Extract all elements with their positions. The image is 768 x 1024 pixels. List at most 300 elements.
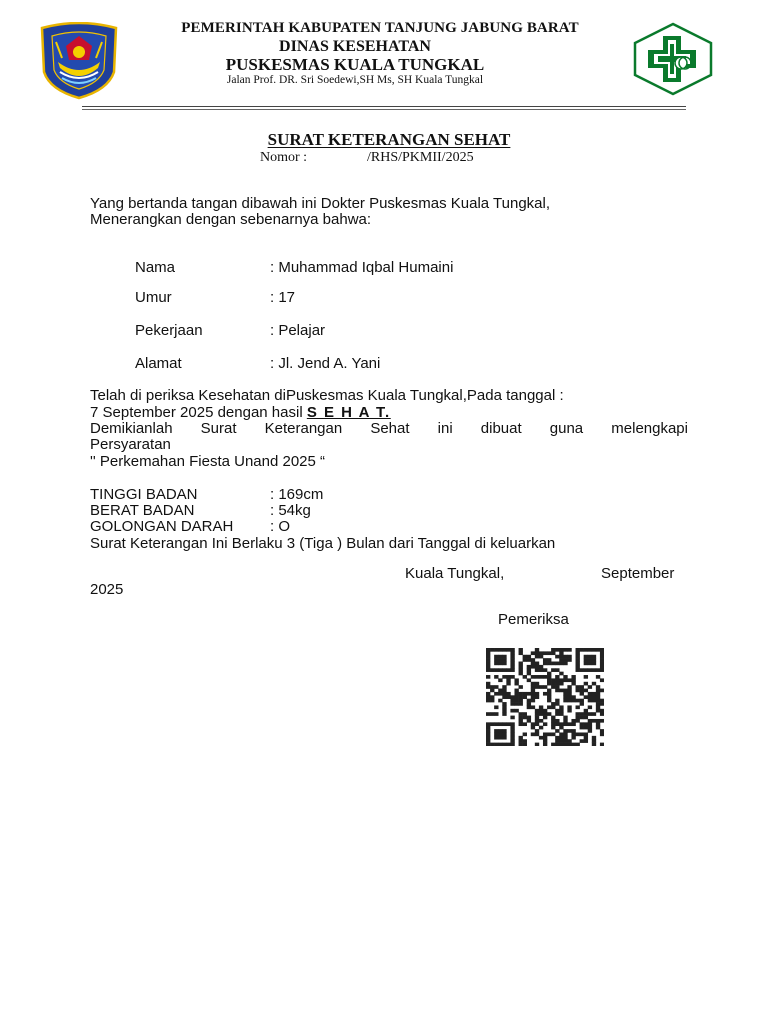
qr-module <box>600 658 604 662</box>
qr-module <box>527 665 531 669</box>
qr-module <box>588 648 592 652</box>
qr-module <box>600 743 604 746</box>
qr-module <box>567 692 571 696</box>
qr-module <box>551 668 555 672</box>
qr-module <box>543 722 547 726</box>
qr-module <box>527 672 531 676</box>
qr-module <box>490 743 494 746</box>
qr-module <box>490 648 494 652</box>
qr-module <box>535 722 539 726</box>
stat-label-weight: BERAT BADAN <box>90 502 195 519</box>
qr-module <box>567 678 571 682</box>
header-puskesmas: PUSKESMAS KUALA TUNGKAL <box>225 55 485 74</box>
qr-module <box>523 692 527 696</box>
qr-module <box>523 716 527 720</box>
qr-module <box>559 726 563 730</box>
qr-module <box>584 739 588 743</box>
qr-module <box>506 692 510 696</box>
qr-module <box>506 695 510 699</box>
qr-module <box>584 668 588 672</box>
qr-module <box>543 716 547 720</box>
qr-module <box>563 729 567 733</box>
qr-module <box>519 722 523 726</box>
qr-module <box>523 695 527 699</box>
qr-module <box>580 732 584 736</box>
field-value-umur: : 17 <box>270 289 296 306</box>
qr-module <box>584 675 588 679</box>
qr-module <box>531 651 535 655</box>
qr-module <box>498 655 502 659</box>
header-address: Jalan Prof. DR. Sri Soedewi,SH Ms, SH Kuala Tungkal <box>226 74 484 86</box>
qr-module <box>494 743 498 746</box>
qr-module <box>555 702 559 706</box>
qr-module <box>567 705 571 709</box>
qr-module <box>584 726 588 730</box>
qr-module <box>498 732 502 736</box>
qr-module <box>531 675 535 679</box>
exam-line-2: 7 September 2025 dengan hasil S E H A T. <box>90 404 391 421</box>
qr-module <box>563 678 567 682</box>
qr-module <box>559 662 563 666</box>
qr-module <box>531 726 535 730</box>
qr-module <box>563 692 567 696</box>
qr-module <box>600 665 604 669</box>
qr-module <box>555 722 559 726</box>
qr-module <box>502 662 506 666</box>
qr-module <box>567 709 571 713</box>
qr-module <box>596 685 600 689</box>
qr-module <box>531 692 535 696</box>
qr-module <box>519 672 523 676</box>
qr-module <box>502 736 506 740</box>
qr-module <box>547 675 551 679</box>
qr-module <box>543 736 547 740</box>
qr-module <box>510 668 514 672</box>
qr-module <box>559 743 563 746</box>
qr-module <box>486 675 490 679</box>
qr-module <box>588 722 592 726</box>
qr-module <box>584 712 588 716</box>
qr-module <box>498 689 502 693</box>
qr-module <box>502 692 506 696</box>
qr-module <box>559 736 563 740</box>
qr-module <box>592 655 596 659</box>
qr-module <box>588 729 592 733</box>
qr-module <box>559 732 563 736</box>
qr-module <box>502 655 506 659</box>
qr-module <box>486 712 490 716</box>
qr-module <box>527 658 531 662</box>
qr-module <box>510 655 514 659</box>
qr-module <box>486 662 490 666</box>
qr-module <box>559 672 563 676</box>
qr-module <box>559 722 563 726</box>
qr-module <box>514 689 518 693</box>
qr-module <box>571 678 575 682</box>
qr-module <box>498 722 502 726</box>
qr-module <box>514 702 518 706</box>
place: Kuala Tungkal, <box>405 565 505 582</box>
qr-module <box>510 736 514 740</box>
qr-module <box>592 668 596 672</box>
qr-module <box>571 682 575 686</box>
qr-module <box>555 709 559 713</box>
qr-module <box>543 739 547 743</box>
qr-module <box>555 699 559 703</box>
qr-module <box>571 732 575 736</box>
qr-module <box>494 668 498 672</box>
qr-module <box>555 678 559 682</box>
qr-module <box>519 662 523 666</box>
qr-module <box>527 719 531 723</box>
qr-module <box>592 648 596 652</box>
qr-module <box>519 739 523 743</box>
qr-module <box>600 689 604 693</box>
qr-module <box>486 658 490 662</box>
qr-module <box>510 699 514 703</box>
qr-module <box>551 743 555 746</box>
qr-module <box>519 712 523 716</box>
qr-module <box>592 662 596 666</box>
qr-module <box>600 702 604 706</box>
qr-module <box>523 722 527 726</box>
qr-module <box>543 651 547 655</box>
qr-module <box>490 685 494 689</box>
qr-module <box>494 655 498 659</box>
qr-module <box>498 658 502 662</box>
qr-module <box>555 685 559 689</box>
qr-module <box>514 695 518 699</box>
qr-module <box>576 699 580 703</box>
qr-module <box>559 658 563 662</box>
qr-module <box>571 719 575 723</box>
qr-module <box>555 736 559 740</box>
qr-module <box>539 705 543 709</box>
qr-module <box>596 702 600 706</box>
qr-module <box>535 662 539 666</box>
qr-module <box>494 658 498 662</box>
qr-module <box>506 682 510 686</box>
qr-module <box>486 668 490 672</box>
qr-module <box>535 651 539 655</box>
qr-module <box>514 692 518 696</box>
qr-module <box>498 692 502 696</box>
qr-module <box>596 648 600 652</box>
qr-module <box>543 712 547 716</box>
qr-module <box>547 692 551 696</box>
qr-module <box>580 692 584 696</box>
qr-module <box>535 743 539 746</box>
qr-module <box>519 716 523 720</box>
qr-module <box>563 658 567 662</box>
qr-module <box>498 662 502 666</box>
qr-module <box>539 651 543 655</box>
qr-module <box>527 668 531 672</box>
qr-module <box>592 695 596 699</box>
intro-line-1: Yang bertanda tangan dibawah ini Dokter Puskesmas Kuala Tungkal, <box>90 195 551 212</box>
qr-module <box>555 655 559 659</box>
stat-value-blood: : O <box>270 518 291 535</box>
qr-module <box>563 689 567 693</box>
qr-module <box>527 655 531 659</box>
qr-module <box>576 651 580 655</box>
exam-line-5: '' Perkemahan Fiesta Unand 2025 “ <box>90 453 326 470</box>
field-value-nama: : Muhammad Iqbal Humaini <box>270 259 454 276</box>
stat-label-blood: GOLONGAN DARAH <box>90 518 234 535</box>
field-label-alamat: Alamat <box>135 355 182 372</box>
qr-module <box>551 682 555 686</box>
qr-module <box>580 689 584 693</box>
qr-module <box>494 648 498 652</box>
qr-module <box>563 655 567 659</box>
qr-module <box>510 675 514 679</box>
qr-module <box>527 699 531 703</box>
qr-module <box>523 675 527 679</box>
qr-module <box>567 739 571 743</box>
qr-module <box>539 709 543 713</box>
signer-title: Pemeriksa <box>498 611 569 628</box>
header-government: PEMERINTAH KABUPATEN TANJUNG JABUNG BARAT <box>181 20 579 36</box>
qr-module <box>519 651 523 655</box>
qr-module <box>588 668 592 672</box>
qr-module <box>531 699 535 703</box>
qr-module <box>502 722 506 726</box>
qr-module <box>563 662 567 666</box>
qr-module <box>490 695 494 699</box>
qr-module <box>596 705 600 709</box>
qr-module <box>563 719 567 723</box>
qr-module <box>539 668 543 672</box>
qr-module <box>535 648 539 652</box>
qr-module <box>551 722 555 726</box>
qr-module <box>502 705 506 709</box>
exam-line-4: Persyaratan <box>90 436 171 453</box>
puskesmas-logo <box>632 22 714 96</box>
qr-module <box>498 678 502 682</box>
qr-module <box>502 729 506 733</box>
qr-module <box>576 665 580 669</box>
qr-module <box>567 685 571 689</box>
qr-module <box>559 709 563 713</box>
qr-module <box>519 648 523 652</box>
qr-module <box>547 682 551 686</box>
qr-module <box>571 736 575 740</box>
qr-module <box>539 712 543 716</box>
qr-module <box>584 662 588 666</box>
qr-module <box>486 655 490 659</box>
qr-module <box>506 678 510 682</box>
qr-module <box>584 655 588 659</box>
qr-module <box>551 705 555 709</box>
qr-module <box>502 648 506 652</box>
qr-module <box>580 648 584 652</box>
qr-module <box>592 692 596 696</box>
qr-module <box>502 702 506 706</box>
qr-module <box>539 675 543 679</box>
qr-module <box>567 689 571 693</box>
qr-module <box>588 692 592 696</box>
qr-module <box>596 699 600 703</box>
exam-line-3: Demikianlah Surat Keterangan Sehat ini dibuat guna melengkapi <box>90 420 688 437</box>
qr-module <box>490 699 494 703</box>
qr-module <box>592 743 596 746</box>
qr-module <box>510 658 514 662</box>
qr-module <box>490 722 494 726</box>
qr-module <box>576 712 580 716</box>
qr-module <box>555 648 559 652</box>
qr-module <box>506 668 510 672</box>
qr-module <box>543 662 547 666</box>
qr-module <box>510 739 514 743</box>
qr-module <box>494 712 498 716</box>
qr-module <box>498 668 502 672</box>
qr-module <box>596 719 600 723</box>
qr-module <box>567 699 571 703</box>
qr-module <box>523 655 527 659</box>
qr-module <box>584 682 588 686</box>
qr-module <box>502 743 506 746</box>
qr-module <box>576 743 580 746</box>
qr-module <box>490 712 494 716</box>
qr-module <box>519 695 523 699</box>
qr-module <box>535 665 539 669</box>
qr-module <box>519 743 523 746</box>
qr-module <box>580 739 584 743</box>
header-department: DINAS KESEHATAN <box>279 38 431 55</box>
qr-module <box>588 685 592 689</box>
qr-module <box>576 685 580 689</box>
qr-module <box>502 712 506 716</box>
qr-module <box>510 709 514 713</box>
qr-module <box>506 722 510 726</box>
qr-module <box>506 675 510 679</box>
qr-module <box>543 658 547 662</box>
field-label-pekerjaan: Pekerjaan <box>135 322 203 339</box>
qr-module <box>527 692 531 696</box>
qr-module <box>535 685 539 689</box>
qr-module <box>563 699 567 703</box>
qr-module <box>547 658 551 662</box>
exam-result: S E H A T. <box>306 404 391 421</box>
qr-module <box>502 709 506 713</box>
qr-module <box>514 682 518 686</box>
qr-module <box>551 678 555 682</box>
qr-module <box>535 709 539 713</box>
qr-module <box>527 678 531 682</box>
qr-module <box>588 726 592 730</box>
qr-module <box>584 736 588 740</box>
qr-module <box>551 648 555 652</box>
qr-module <box>506 743 510 746</box>
qr-module <box>510 732 514 736</box>
qr-module <box>563 695 567 699</box>
qr-module <box>600 651 604 655</box>
qr-module <box>584 709 588 713</box>
qr-module <box>567 722 571 726</box>
qr-module <box>510 648 514 652</box>
qr-module <box>555 662 559 666</box>
qr-module <box>600 732 604 736</box>
qr-module <box>494 729 498 733</box>
date-year: 2025 <box>90 581 124 598</box>
qr-module <box>551 732 555 736</box>
qr-module <box>523 732 527 736</box>
qr-module <box>559 648 563 652</box>
qr-module <box>588 705 592 709</box>
qr-module <box>531 682 535 686</box>
qr-module <box>535 712 539 716</box>
qr-module <box>592 712 596 716</box>
qr-module <box>571 729 575 733</box>
qr-module <box>502 685 506 689</box>
qr-module <box>486 722 490 726</box>
qr-module <box>600 678 604 682</box>
qr-module <box>494 692 498 696</box>
qr-module <box>576 716 580 720</box>
qr-module <box>535 655 539 659</box>
qr-module <box>580 685 584 689</box>
qr-module <box>539 685 543 689</box>
nomor-label: Nomor : <box>260 150 308 165</box>
qr-module <box>498 736 502 740</box>
qr-module <box>580 722 584 726</box>
qr-module <box>559 682 563 686</box>
qr-module <box>555 719 559 723</box>
qr-module <box>547 699 551 703</box>
qr-module <box>494 685 498 689</box>
qr-module <box>596 675 600 679</box>
qr-module <box>563 743 567 746</box>
qr-module <box>519 685 523 689</box>
qr-module <box>527 716 531 720</box>
qr-module <box>567 648 571 652</box>
qr-module <box>596 722 600 726</box>
qr-module <box>486 665 490 669</box>
qr-module <box>543 743 547 746</box>
qr-module <box>486 739 490 743</box>
qr-module <box>584 732 588 736</box>
qr-module <box>567 743 571 746</box>
qr-module <box>563 675 567 679</box>
header-divider-thin <box>82 109 686 110</box>
qr-module <box>571 695 575 699</box>
qr-module <box>531 658 535 662</box>
qr-module <box>559 678 563 682</box>
qr-module <box>576 662 580 666</box>
qr-module <box>510 716 514 720</box>
qr-module <box>486 736 490 740</box>
qr-module <box>580 712 584 716</box>
qr-module <box>535 682 539 686</box>
qr-module <box>510 695 514 699</box>
qr-module <box>551 726 555 730</box>
qr-module <box>571 743 575 746</box>
qr-module <box>563 716 567 720</box>
qr-module <box>555 675 559 679</box>
qr-module <box>584 695 588 699</box>
qr-module <box>514 699 518 703</box>
qr-module <box>559 705 563 709</box>
field-label-nama: Nama <box>135 259 176 276</box>
qr-module <box>523 743 527 746</box>
qr-module <box>592 699 596 703</box>
qr-module <box>519 702 523 706</box>
stat-value-height: : 169cm <box>270 486 324 503</box>
qr-module <box>502 689 506 693</box>
qr-module <box>547 732 551 736</box>
qr-module <box>498 648 502 652</box>
qr-module <box>519 692 523 696</box>
